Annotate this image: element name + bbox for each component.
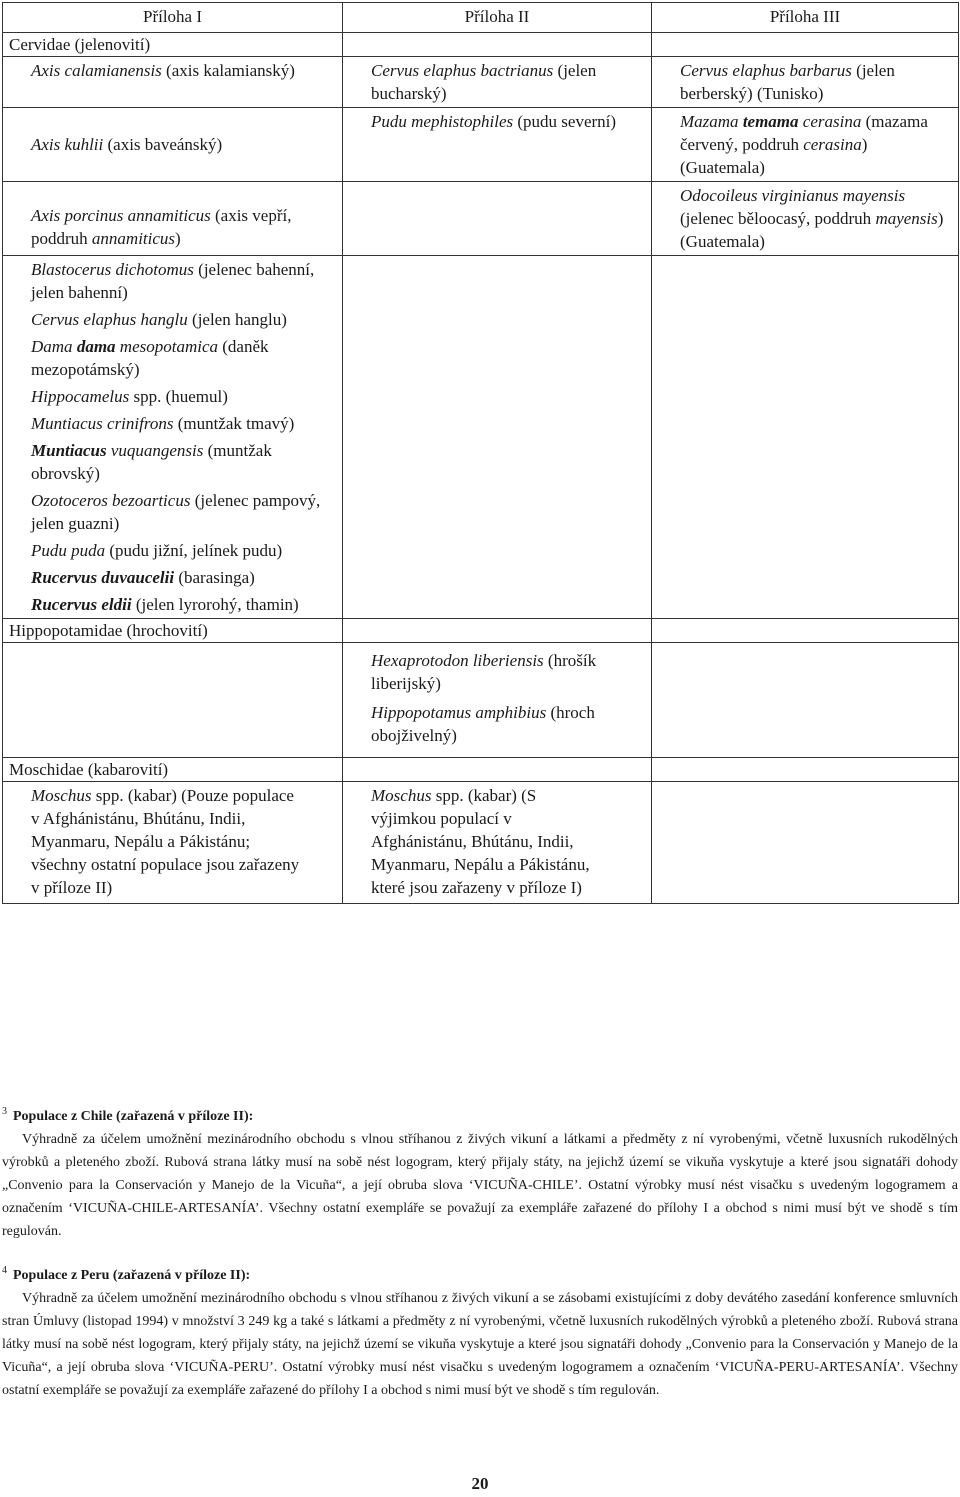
- cervidae-species-list: [3, 256, 343, 619]
- header-row: [3, 3, 959, 33]
- annex-1-entry: Axis calamianensis (axis kalamianský): [3, 57, 343, 108]
- empty-cell: [652, 782, 959, 904]
- footnote-title: Populace z Chile (zařazená v příloze II):: [13, 1109, 254, 1124]
- footnote-4: [0, 1259, 960, 1402]
- header-annex-1: Příloha I: [3, 3, 343, 33]
- table-row: [3, 182, 959, 256]
- annex-1-entry: Axis kuhlii (axis baveánský): [3, 108, 343, 182]
- annex-table: [2, 2, 959, 904]
- table-row: [3, 57, 959, 108]
- family-row-hippopotamidae: [3, 619, 959, 643]
- empty-cell: [652, 643, 959, 758]
- annex-2-entry: Moschus spp. (kabar) (S výjimkou populací v Afghánistánu, Bhútánu, Indii, Myanmaru, Nepálu a Pákistánu, které jsou zařazeny v příloze I): [343, 782, 652, 904]
- empty-cell: [343, 758, 652, 782]
- annex-1-entry: Axis porcinus annamiticus (axis vepří, poddruh annamiticus): [3, 182, 343, 256]
- header-annex-2: Příloha II: [343, 3, 652, 33]
- empty-cell: [652, 619, 959, 643]
- list-item: Hippopotamus amphibius (hroch obojživelný): [371, 703, 595, 745]
- annex-2-entry: Pudu mephistophiles (pudu severní): [343, 108, 652, 182]
- family-row-cervidae: [3, 33, 959, 57]
- annex-2-entry: Cervus elaphus bactrianus (jelen bucharský): [343, 57, 652, 108]
- empty-cell: [652, 758, 959, 782]
- footnote-title: Populace z Peru (zařazená v příloze II):: [13, 1268, 251, 1283]
- list-item: Blastocerus dichotomus (jelenec bahenní, jelen bahenní): [31, 260, 315, 302]
- header-annex-3: Příloha III: [652, 3, 959, 33]
- empty-cell: [3, 643, 343, 758]
- family-label: Hippopotamidae (hrochovití): [3, 619, 343, 643]
- footnote-heading: [0, 1259, 960, 1287]
- page-number: 20: [471, 1474, 489, 1493]
- table-row: [3, 782, 959, 904]
- list-item: Pudu puda (pudu jižní, jelínek pudu): [31, 541, 283, 560]
- family-label: Cervidae (jelenovití): [3, 33, 343, 57]
- family-row-moschidae: [3, 758, 959, 782]
- empty-cell: [652, 256, 959, 619]
- table-row: [3, 643, 959, 758]
- list-item: Rucervus duvaucelii (barasinga): [31, 568, 255, 587]
- annex-3-entry: Mazama temama cerasina (mazama červený, poddruh cerasina) (Guatemala): [652, 108, 959, 182]
- table-row: [3, 256, 959, 619]
- annex-1-entry: Moschus spp. (kabar) (Pouze populace v Afghánistánu, Bhútánu, Indii, Myanmaru, Nepálu a Pákistánu; všechny ostatní populace jsou zařazeny v příloze II): [3, 782, 343, 904]
- list-item: Ozotoceros bezoarticus (jelenec pampový, jelen guazni): [31, 491, 321, 533]
- empty-cell: [652, 33, 959, 57]
- footnote-heading: [0, 1100, 960, 1128]
- footnote-text: Výhradně za účelem umožnění mezinárodního obchodu s vlnou stříhanou z živých vikuní a se zásobami existujícími z doby devátého zasedání konference smluvních stran Úmluvy (listopad 1994) v množství 3 249 kg a také s látkami a předměty z ní vyrobenými, včetně luxusních rukodělných výrobků a pleteného zboží. Rubová strana látky musí na sobě nést logogram, který přijaly státy, na jejichž území se vikuňa vyskytuje a které jsou signatáři dohody „Convenio para la Conservación y Manejo de la Vicuña“, a její obruba slova ‘VICUÑA-PERU’. Ostatní výrobky musí nést visačku s uvedeným logogramem a označením ‘VICUÑA-PERU-ARTESANÍA’. Všechny ostatní exempláře se považují za exempláře zařazené do přílohy I a obchod s nimi musí být ve shodě s tím regulován.: [2, 1291, 958, 1398]
- table-row: [3, 108, 959, 182]
- annex-3-entry: Odocoileus virginianus mayensis (jelenec běloocasý, poddruh mayensis) (Guatemala): [652, 182, 959, 256]
- list-item: Cervus elaphus hanglu (jelen hanglu): [31, 310, 287, 329]
- list-item: Hippocamelus spp. (huemul): [31, 387, 228, 406]
- footnote-text: Výhradně za účelem umožnění mezinárodního obchodu s vlnou stříhanou z živých vikuní a látkami a předměty z ní vyrobenými, včetně luxusních rukodělných výrobků a pleteného zboží. Rubová strana látky musí na sobě nést logogram, který přijaly státy, na jejichž území se vikuňa vyskytuje a které jsou signatáři dohody „Convenio para la Conservación y Manejo de la Vicuña“, a její obruba slova ‘VICUÑA-CHILE’. Ostatní výrobky musí nést visačku s uvedeným logogramem a označením ‘VICUÑA-CHILE-ARTESANÍA’. Všechny ostatní exempláře se považují za exempláře zařazené do přílohy I a obchod s nimi musí být ve shodě s tím regulován.: [2, 1132, 958, 1239]
- empty-cell: [343, 256, 652, 619]
- list-item: Rucervus eldii (jelen lyrorohý, thamin): [31, 595, 299, 614]
- list-item: Muntiacus crinifrons (muntžak tmavý): [31, 414, 295, 433]
- list-item: Hexaprotodon liberiensis (hrošík liberijský): [371, 651, 597, 693]
- empty-cell: [343, 619, 652, 643]
- annex-3-entry: Cervus elaphus barbarus (jelen berberský) (Tunisko): [652, 57, 959, 108]
- family-label: Moschidae (kabarovití): [3, 758, 343, 782]
- list-item: Muntiacus vuquangensis (muntžak obrovský): [31, 441, 272, 483]
- footnote-number: 3: [2, 1106, 7, 1117]
- footnote-number: 4: [2, 1265, 7, 1276]
- footnote-3: [0, 1100, 960, 1243]
- list-item: Dama dama mesopotamica (daněk mezopotámský): [31, 337, 269, 379]
- footnotes: [0, 1100, 960, 1418]
- hippopotamidae-annex-2-entries: [343, 643, 652, 758]
- empty-cell: [343, 33, 652, 57]
- empty-cell: [343, 182, 652, 256]
